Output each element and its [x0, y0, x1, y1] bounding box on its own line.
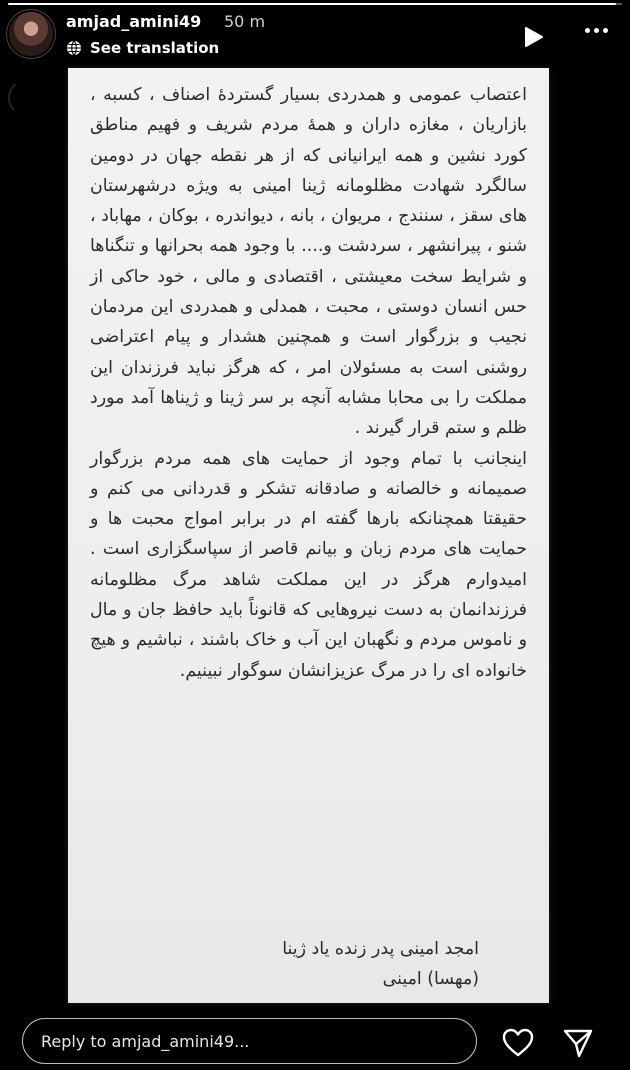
see-translation-button[interactable]	[66, 39, 219, 57]
reply-input[interactable]	[22, 1018, 477, 1064]
story-progress-fill	[8, 3, 616, 5]
globe-icon	[66, 40, 82, 56]
letter-image	[68, 68, 549, 1003]
more-options-icon[interactable]	[585, 28, 608, 33]
letter-signature: امجد امینی پدر زنده یاد ژینا (مهسا) امینی	[282, 939, 479, 989]
more-dot	[603, 28, 608, 33]
story-progress-bar	[8, 3, 622, 5]
edge-artifact	[2, 82, 20, 112]
time-ago: 50 m	[224, 12, 266, 31]
more-dot	[594, 28, 599, 33]
story-header	[0, 6, 630, 62]
see-translation-label: See translation	[90, 39, 220, 57]
letter-body: اعتصاب عمومی و همدردی بسیار گستردهٔ اصناف ، کسبه ، بازاریان ، مغازه داران و همهٔ مردم شریف و فهیم مناطق کورد نشین و همه ایرانیانی که از هر نقطه جهان در دومین سالگرد شهادت مظلومانه ژینا امینی به ویژه درشهرستان های سقز ، سنندج ، مریوان ، بانه ، دیواندره ، بوکان ، مهاباد ، شنو ، پیرانشهر ، سردشت و.... با وجود همه بحرانها و تنگناها و شرایط سخت معیشتی ، اقتصادی و مالی ، خود حاکی از حس انسان دوستی ، محبت ، همدلی و همدردی این مردمان نجیب و بزرگوار است و همچنین هشدار و پیام اعتراضی روشنی است به مسئولان امر ، که هرگز نباید فرزندان این مملکت را بی محابا مشابه آنچه بر سر ژینا و ژیناها آمد مورد ظلم و ستم قرار گیرند . اینجانب با تمام وجود از حمایت های همه مردم بزرگوار صمیمانه و خالصانه و صادقانه تشکر و قدردانی می کنم و حقیقتا همچنانکه بارها گفته ام در برابر امواج محبت ها و حمایت های مردم زبان و بیانم قاصر از سپاسگزاری است . امیدوارم هرگز در این مملکت شاهد مرگ مظلومانه فرزندانمان به دست نیروهایی که قانوناً باید حافظ جان و مال و ناموس مردم و نگهبان این آب و خاک باشند ، نباشیم و هیچ خانواده ای را در مرگ عزیزانشان سوگوار نبینیم.	[90, 85, 527, 681]
story-footer	[0, 1018, 630, 1070]
heart-icon[interactable]	[502, 1028, 534, 1058]
play-icon[interactable]	[522, 26, 544, 48]
avatar[interactable]	[9, 12, 53, 56]
username[interactable]: amjad_amini49	[66, 12, 202, 31]
send-icon[interactable]	[562, 1027, 594, 1059]
more-dot	[585, 28, 590, 33]
